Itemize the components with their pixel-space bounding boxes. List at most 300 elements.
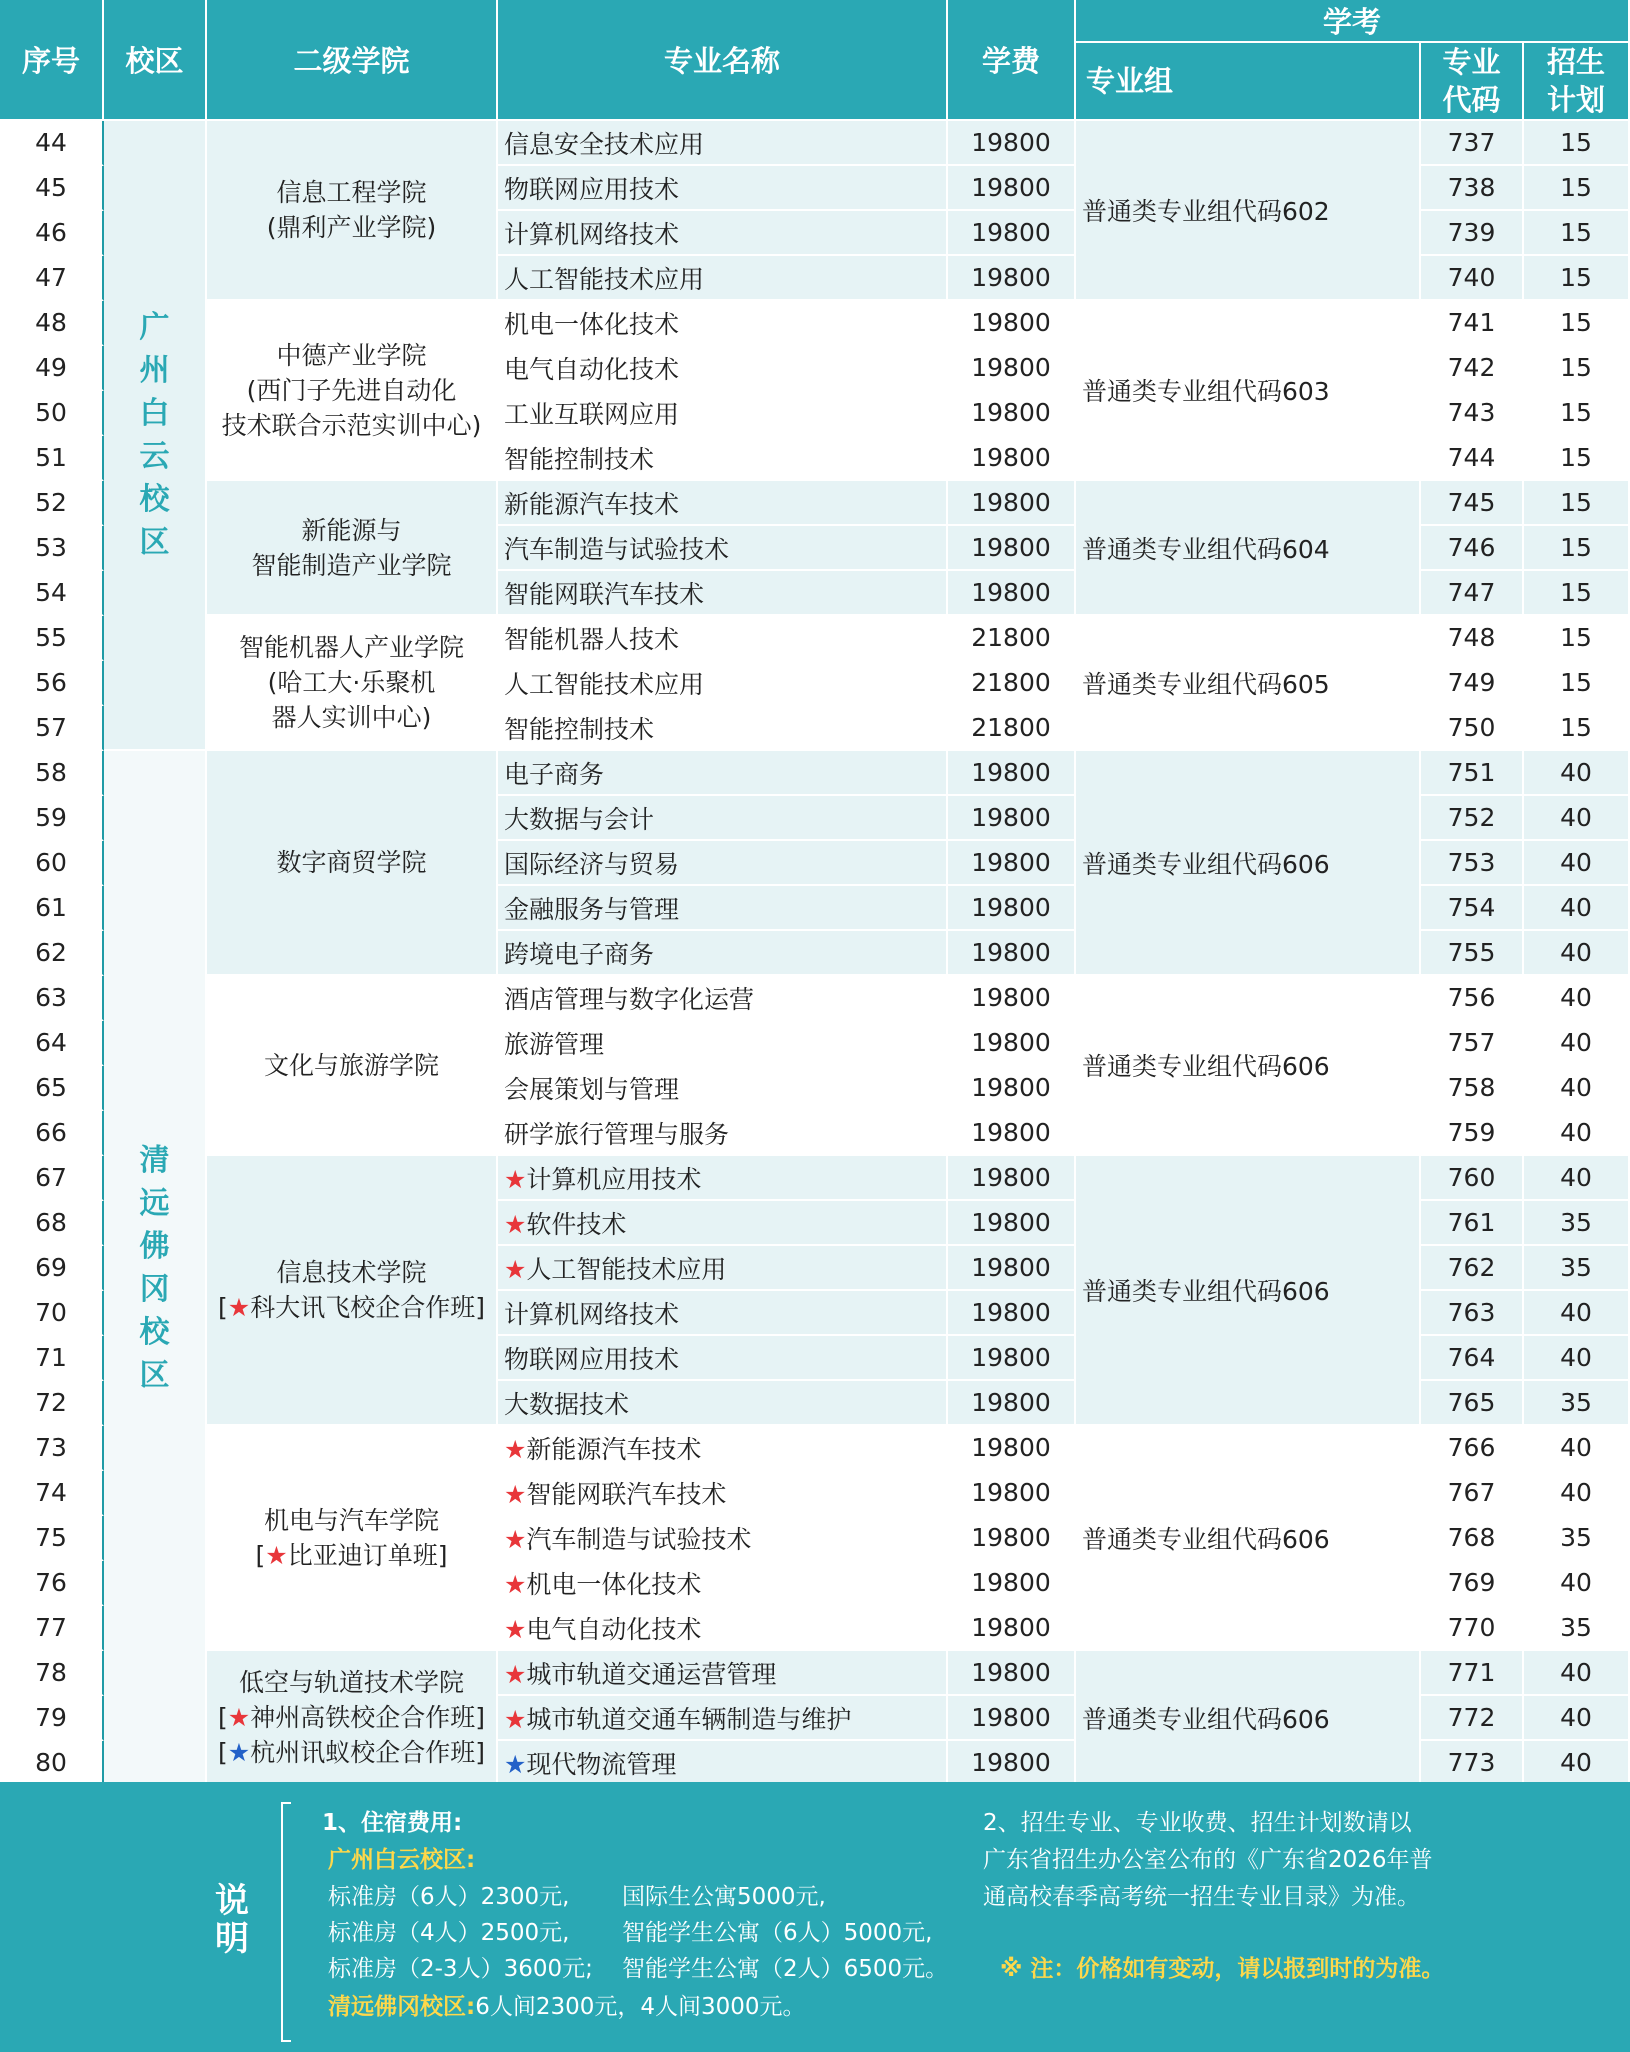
major-name: 城市轨道交通车辆制造与维护	[526, 1704, 852, 1734]
fee-cell: 19800	[948, 526, 1076, 571]
major-name: 机电一体化技术	[526, 1569, 702, 1599]
plan-cell: 15	[1524, 391, 1630, 436]
major-cell	[498, 1246, 948, 1291]
fee-cell: 19800	[948, 301, 1076, 346]
major-cell	[498, 1741, 948, 1786]
campus-char: 佛	[139, 1228, 170, 1264]
major-name: 大数据技术	[504, 1389, 630, 1419]
code-cell: 773	[1421, 1741, 1524, 1786]
header-major: 专业名称	[498, 0, 948, 121]
row-index: 49	[0, 346, 104, 391]
guangzhou-title: 广州白云校区:	[328, 1847, 476, 1873]
fee-cell: 19800	[948, 1156, 1076, 1201]
major-name: 智能控制技术	[504, 444, 655, 474]
fee-cell: 19800	[948, 751, 1076, 796]
major-name: 智能网联汽车技术	[526, 1479, 727, 1509]
row-index: 65	[0, 1066, 104, 1111]
group-cell: 普通类专业组代码606	[1076, 1651, 1421, 1786]
major-cell	[498, 751, 948, 796]
guangzhou-apartment-3: 智能学生公寓（2人）6500元。	[622, 1956, 949, 1982]
code-cell: 737	[1421, 121, 1524, 166]
college-cell	[207, 121, 498, 301]
college-line: 信息技术学院	[276, 1258, 427, 1287]
code-cell: 761	[1421, 1201, 1524, 1246]
major-cell	[498, 1606, 948, 1651]
group-cell: 普通类专业组代码604	[1076, 481, 1421, 616]
header-plan-l1: 招生	[1547, 45, 1606, 79]
fee-cell: 19800	[948, 1291, 1076, 1336]
college-cell	[207, 976, 498, 1156]
group-cell: 普通类专业组代码606	[1076, 1426, 1421, 1651]
code-cell: 765	[1421, 1381, 1524, 1426]
note-2-line-2: 广东省招生办公室公布的《广东省2026年普	[983, 1847, 1433, 1873]
table-row	[0, 1651, 1630, 1696]
major-cell	[498, 1336, 948, 1381]
major-name: 现代物流管理	[526, 1749, 677, 1779]
fee-cell: 19800	[948, 931, 1076, 976]
major-cell	[498, 1696, 948, 1741]
table-row	[0, 616, 1630, 661]
fee-cell: 19800	[948, 1336, 1076, 1381]
qingyuan-text: 6人间2300元，4人间3000元。	[475, 1994, 806, 2020]
code-cell: 756	[1421, 976, 1524, 1021]
fee-cell: 19800	[948, 976, 1076, 1021]
plan-cell: 35	[1524, 1516, 1630, 1561]
plan-cell: 15	[1524, 481, 1630, 526]
header-code	[1421, 43, 1524, 121]
header-code-l1: 专业	[1442, 45, 1501, 79]
row-index: 51	[0, 436, 104, 481]
fee-cell: 19800	[948, 1561, 1076, 1606]
row-index: 52	[0, 481, 104, 526]
major-name: 物联网应用技术	[504, 1344, 680, 1374]
college-line: [★神州高铁校企合作班]	[218, 1703, 485, 1732]
plan-cell: 40	[1524, 796, 1630, 841]
major-cell	[498, 1291, 948, 1336]
row-index: 68	[0, 1201, 104, 1246]
fee-cell: 19800	[948, 481, 1076, 526]
fee-cell: 19800	[948, 346, 1076, 391]
fee-cell: 19800	[948, 1741, 1076, 1786]
college-line: [★比亚迪订单班]	[255, 1540, 448, 1570]
row-index: 72	[0, 1381, 104, 1426]
code-cell: 767	[1421, 1471, 1524, 1516]
row-index: 58	[0, 751, 104, 796]
row-index: 63	[0, 976, 104, 1021]
code-cell: 758	[1421, 1066, 1524, 1111]
campus-char: 冈	[139, 1271, 170, 1307]
plan-cell: 35	[1524, 1201, 1630, 1246]
table-row	[0, 976, 1630, 1021]
code-cell: 741	[1421, 301, 1524, 346]
code-cell: 763	[1421, 1291, 1524, 1336]
star-icon: ★	[504, 1659, 527, 1689]
fee-cell: 19800	[948, 1471, 1076, 1516]
qingyuan-line	[328, 1988, 806, 2021]
row-index: 50	[0, 391, 104, 436]
code-cell: 762	[1421, 1246, 1524, 1291]
major-cell	[498, 526, 948, 571]
major-name: 工业互联网应用	[504, 399, 680, 429]
fee-cell: 21800	[948, 661, 1076, 706]
fee-cell: 19800	[948, 796, 1076, 841]
row-index: 57	[0, 706, 104, 751]
plan-cell: 40	[1524, 1741, 1630, 1786]
guangzhou-apartment-2: 智能学生公寓（6人）5000元,	[622, 1920, 933, 1946]
group-cell: 普通类专业组代码606	[1076, 976, 1421, 1156]
campus-char: 校	[139, 482, 170, 517]
college-cell	[207, 301, 498, 481]
star-icon: ★	[504, 1749, 527, 1779]
fee-cell: 19800	[948, 1021, 1076, 1066]
campus-char: 州	[139, 353, 170, 388]
code-cell: 772	[1421, 1696, 1524, 1741]
guangzhou-room-3: 标准房（2-3人）3600元;	[328, 1956, 593, 1982]
plan-cell: 15	[1524, 346, 1630, 391]
code-cell: 744	[1421, 436, 1524, 481]
star-icon: ★	[504, 1569, 527, 1599]
plan-cell: 15	[1524, 706, 1630, 751]
major-name: 城市轨道交通运营管理	[526, 1659, 777, 1689]
plan-cell: 35	[1524, 1606, 1630, 1651]
major-cell	[498, 886, 948, 931]
notes-divider	[281, 1802, 283, 2042]
code-cell: 749	[1421, 661, 1524, 706]
fee-cell: 19800	[948, 571, 1076, 616]
major-name: 机电一体化技术	[504, 309, 680, 339]
college-line: 信息工程学院	[276, 178, 427, 207]
college-line: 低空与轨道技术学院	[238, 1668, 464, 1697]
major-name: 酒店管理与数字化运营	[504, 984, 755, 1014]
star-icon: ★	[504, 1209, 527, 1239]
notes-divider-bottom	[281, 2040, 291, 2042]
guangzhou-apartment-1: 国际生公寓5000元,	[622, 1884, 826, 1910]
fee-cell: 19800	[948, 256, 1076, 301]
major-name: 国际经济与贸易	[504, 849, 680, 879]
college-cell	[207, 1426, 498, 1651]
code-cell: 747	[1421, 571, 1524, 616]
note-2-line-1: 2、招生专业、专业收费、招生计划数请以	[983, 1810, 1412, 1836]
plan-cell: 15	[1524, 301, 1630, 346]
table-row	[0, 481, 1630, 526]
star-icon: ★	[504, 1164, 527, 1194]
plan-cell: 40	[1524, 1471, 1630, 1516]
major-cell	[498, 1111, 948, 1156]
plan-cell: 35	[1524, 1246, 1630, 1291]
table-row	[0, 121, 1630, 166]
major-name: 汽车制造与试验技术	[526, 1524, 752, 1554]
major-name: 智能机器人技术	[504, 624, 680, 654]
plan-cell: 40	[1524, 1156, 1630, 1201]
plan-cell: 40	[1524, 886, 1630, 931]
code-cell: 757	[1421, 1021, 1524, 1066]
major-name: 电气自动化技术	[504, 354, 680, 384]
code-cell: 755	[1421, 931, 1524, 976]
group-cell: 普通类专业组代码605	[1076, 616, 1421, 751]
fee-cell: 21800	[948, 616, 1076, 661]
plan-cell: 40	[1524, 1291, 1630, 1336]
code-cell: 770	[1421, 1606, 1524, 1651]
header-plan	[1524, 43, 1630, 121]
code-cell: 745	[1421, 481, 1524, 526]
plan-cell: 40	[1524, 1111, 1630, 1156]
row-index: 71	[0, 1336, 104, 1381]
major-cell	[498, 256, 948, 301]
college-line: 机电与汽车学院	[263, 1505, 439, 1535]
college-line: 智能机器人产业学院	[238, 633, 464, 662]
college-line: (鼎利产业学院)	[266, 213, 437, 242]
plan-cell: 15	[1524, 436, 1630, 481]
plan-cell: 15	[1524, 526, 1630, 571]
row-index: 66	[0, 1111, 104, 1156]
college-cell	[207, 616, 498, 751]
major-cell	[498, 1156, 948, 1201]
row-index: 80	[0, 1741, 104, 1786]
campus-char: 清	[139, 1142, 170, 1178]
major-name: 旅游管理	[504, 1029, 605, 1059]
major-cell	[498, 1651, 948, 1696]
star-icon: ★	[504, 1479, 527, 1509]
plan-cell: 15	[1524, 256, 1630, 301]
plan-cell: 15	[1524, 616, 1630, 661]
major-cell	[498, 1066, 948, 1111]
row-index: 48	[0, 301, 104, 346]
price-note: ※ 注：价格如有变动，请以报到时的为准。	[1000, 1956, 1445, 1982]
code-cell: 746	[1421, 526, 1524, 571]
college-line: 文化与旅游学院	[263, 1050, 439, 1080]
major-name: 信息安全技术应用	[504, 129, 705, 159]
campus-cell	[104, 751, 207, 1786]
college-cell	[207, 1156, 498, 1426]
major-cell	[498, 1561, 948, 1606]
major-name: 大数据与会计	[504, 804, 655, 834]
header-plan-l2: 计划	[1547, 83, 1606, 117]
plan-cell: 40	[1524, 1426, 1630, 1471]
major-name: 电气自动化技术	[526, 1614, 702, 1644]
fee-cell: 21800	[948, 706, 1076, 751]
major-name: 新能源汽车技术	[504, 489, 680, 519]
header-fee: 学费	[948, 0, 1076, 121]
group-cell: 普通类专业组代码603	[1076, 301, 1421, 481]
row-index: 54	[0, 571, 104, 616]
fee-cell: 19800	[948, 1066, 1076, 1111]
row-index: 45	[0, 166, 104, 211]
guangzhou-room-2: 标准房（4人）2500元,	[328, 1920, 570, 1946]
major-name: 人工智能技术应用	[504, 264, 705, 294]
row-index: 70	[0, 1291, 104, 1336]
code-cell: 743	[1421, 391, 1524, 436]
header-group: 专业组	[1076, 43, 1421, 121]
group-cell: 普通类专业组代码606	[1076, 751, 1421, 976]
plan-cell: 15	[1524, 121, 1630, 166]
row-index: 59	[0, 796, 104, 841]
qingyuan-title: 清远佛冈校区:	[328, 1994, 476, 2020]
row-index: 77	[0, 1606, 104, 1651]
code-cell: 753	[1421, 841, 1524, 886]
table-body	[0, 121, 1630, 1786]
notes-label-1: 说	[215, 1881, 249, 1921]
major-name: 软件技术	[526, 1209, 627, 1239]
fee-cell: 19800	[948, 1111, 1076, 1156]
college-line: 数字商贸学院	[276, 848, 427, 877]
college-line: (西门子先进自动化	[246, 375, 457, 405]
major-cell	[498, 346, 948, 391]
fee-cell: 19800	[948, 1246, 1076, 1291]
college-line: (哈工大·乐聚机	[267, 668, 436, 697]
code-cell: 739	[1421, 211, 1524, 256]
plan-cell: 40	[1524, 841, 1630, 886]
star-icon: ★	[504, 1614, 527, 1644]
star-icon: ★	[504, 1524, 527, 1554]
code-cell: 740	[1421, 256, 1524, 301]
college-line: [★杭州讯蚁校企合作班]	[218, 1738, 485, 1767]
college-cell	[207, 1651, 498, 1786]
row-index: 61	[0, 886, 104, 931]
college-line: 中德产业学院	[276, 340, 427, 370]
major-cell	[498, 661, 948, 706]
header-idx: 序号	[0, 0, 104, 121]
code-cell: 750	[1421, 706, 1524, 751]
table-row	[0, 751, 1630, 796]
major-name: 会展策划与管理	[504, 1074, 680, 1104]
college-line: 技术联合示范实训中心)	[221, 410, 482, 440]
major-name: 新能源汽车技术	[526, 1434, 702, 1464]
code-cell: 759	[1421, 1111, 1524, 1156]
code-cell: 760	[1421, 1156, 1524, 1201]
plan-cell: 15	[1524, 571, 1630, 616]
major-cell	[498, 841, 948, 886]
fee-cell: 19800	[948, 1201, 1076, 1246]
note-1-title: 1、住宿费用:	[322, 1810, 463, 1836]
plan-cell: 35	[1524, 1381, 1630, 1426]
major-name: 跨境电子商务	[504, 939, 655, 969]
row-index: 47	[0, 256, 104, 301]
plan-cell: 15	[1524, 661, 1630, 706]
campus-char: 远	[139, 1185, 170, 1221]
plan-cell: 40	[1524, 931, 1630, 976]
star-icon: ★	[504, 1254, 527, 1284]
major-cell	[498, 1201, 948, 1246]
major-cell	[498, 976, 948, 1021]
notes-panel	[0, 1782, 1630, 2052]
fee-cell: 19800	[948, 1516, 1076, 1561]
fee-cell: 19800	[948, 166, 1076, 211]
plan-cell: 40	[1524, 1651, 1630, 1696]
campus-char: 校	[139, 1314, 170, 1350]
major-name: 物联网应用技术	[504, 174, 680, 204]
major-cell	[498, 796, 948, 841]
fee-cell: 19800	[948, 1381, 1076, 1426]
plan-cell: 40	[1524, 751, 1630, 796]
major-cell	[498, 1381, 948, 1426]
row-index: 56	[0, 661, 104, 706]
major-name: 金融服务与管理	[504, 894, 680, 924]
row-index: 64	[0, 1021, 104, 1066]
row-index: 76	[0, 1561, 104, 1606]
major-name: 计算机应用技术	[526, 1164, 702, 1194]
row-index: 74	[0, 1471, 104, 1516]
major-name: 人工智能技术应用	[504, 669, 705, 699]
code-cell: 751	[1421, 751, 1524, 796]
major-cell	[498, 706, 948, 751]
table-row	[0, 301, 1630, 346]
major-cell	[498, 616, 948, 661]
row-index: 53	[0, 526, 104, 571]
code-cell: 738	[1421, 166, 1524, 211]
code-cell: 742	[1421, 346, 1524, 391]
major-cell	[498, 211, 948, 256]
major-name: 汽车制造与试验技术	[504, 534, 730, 564]
plan-cell: 40	[1524, 1561, 1630, 1606]
table-row	[0, 1156, 1630, 1201]
major-cell	[498, 121, 948, 166]
code-cell: 769	[1421, 1561, 1524, 1606]
major-cell	[498, 1516, 948, 1561]
notes-label	[212, 1882, 252, 1958]
plan-cell: 40	[1524, 1021, 1630, 1066]
major-cell	[498, 1426, 948, 1471]
plan-cell: 40	[1524, 1696, 1630, 1741]
fee-cell: 19800	[948, 1651, 1076, 1696]
major-cell	[498, 391, 948, 436]
major-name: 计算机网络技术	[504, 219, 680, 249]
notes-divider-top	[281, 1802, 291, 1804]
college-line: 新能源与	[301, 515, 402, 545]
row-index: 75	[0, 1516, 104, 1561]
fee-cell: 19800	[948, 391, 1076, 436]
major-name: 人工智能技术应用	[526, 1254, 727, 1284]
row-index: 46	[0, 211, 104, 256]
row-index: 44	[0, 121, 104, 166]
star-icon: ★	[504, 1434, 527, 1464]
row-index: 60	[0, 841, 104, 886]
header-xuekao: 学考	[1076, 0, 1630, 43]
row-index: 78	[0, 1651, 104, 1696]
major-cell	[498, 301, 948, 346]
code-cell: 771	[1421, 1651, 1524, 1696]
code-cell: 752	[1421, 796, 1524, 841]
fee-cell: 19800	[948, 841, 1076, 886]
campus-char: 云	[139, 439, 170, 474]
guangzhou-room-1: 标准房（6人）2300元,	[328, 1884, 570, 1910]
code-cell: 764	[1421, 1336, 1524, 1381]
note-2-line-3: 通高校春季高考统一招生专业目录》为准。	[983, 1884, 1420, 1910]
major-cell	[498, 481, 948, 526]
campus-char: 区	[139, 525, 170, 560]
major-cell	[498, 1021, 948, 1066]
fee-cell: 19800	[948, 436, 1076, 481]
college-cell	[207, 751, 498, 976]
fee-cell: 19800	[948, 121, 1076, 166]
major-name: 智能控制技术	[504, 714, 655, 744]
campus-char: 白	[139, 396, 170, 431]
row-index: 79	[0, 1696, 104, 1741]
major-name: 计算机网络技术	[504, 1299, 680, 1329]
college-line: 智能制造产业学院	[251, 550, 452, 580]
plan-cell: 40	[1524, 1066, 1630, 1111]
plan-cell: 15	[1524, 211, 1630, 256]
star-icon: ★	[504, 1704, 527, 1734]
fee-cell: 19800	[948, 1426, 1076, 1471]
code-cell: 768	[1421, 1516, 1524, 1561]
major-name: 智能网联汽车技术	[504, 579, 705, 609]
row-index: 73	[0, 1426, 104, 1471]
row-index: 55	[0, 616, 104, 661]
plan-cell: 15	[1524, 166, 1630, 211]
fee-cell: 19800	[948, 1606, 1076, 1651]
fee-cell: 19800	[948, 886, 1076, 931]
row-index: 69	[0, 1246, 104, 1291]
